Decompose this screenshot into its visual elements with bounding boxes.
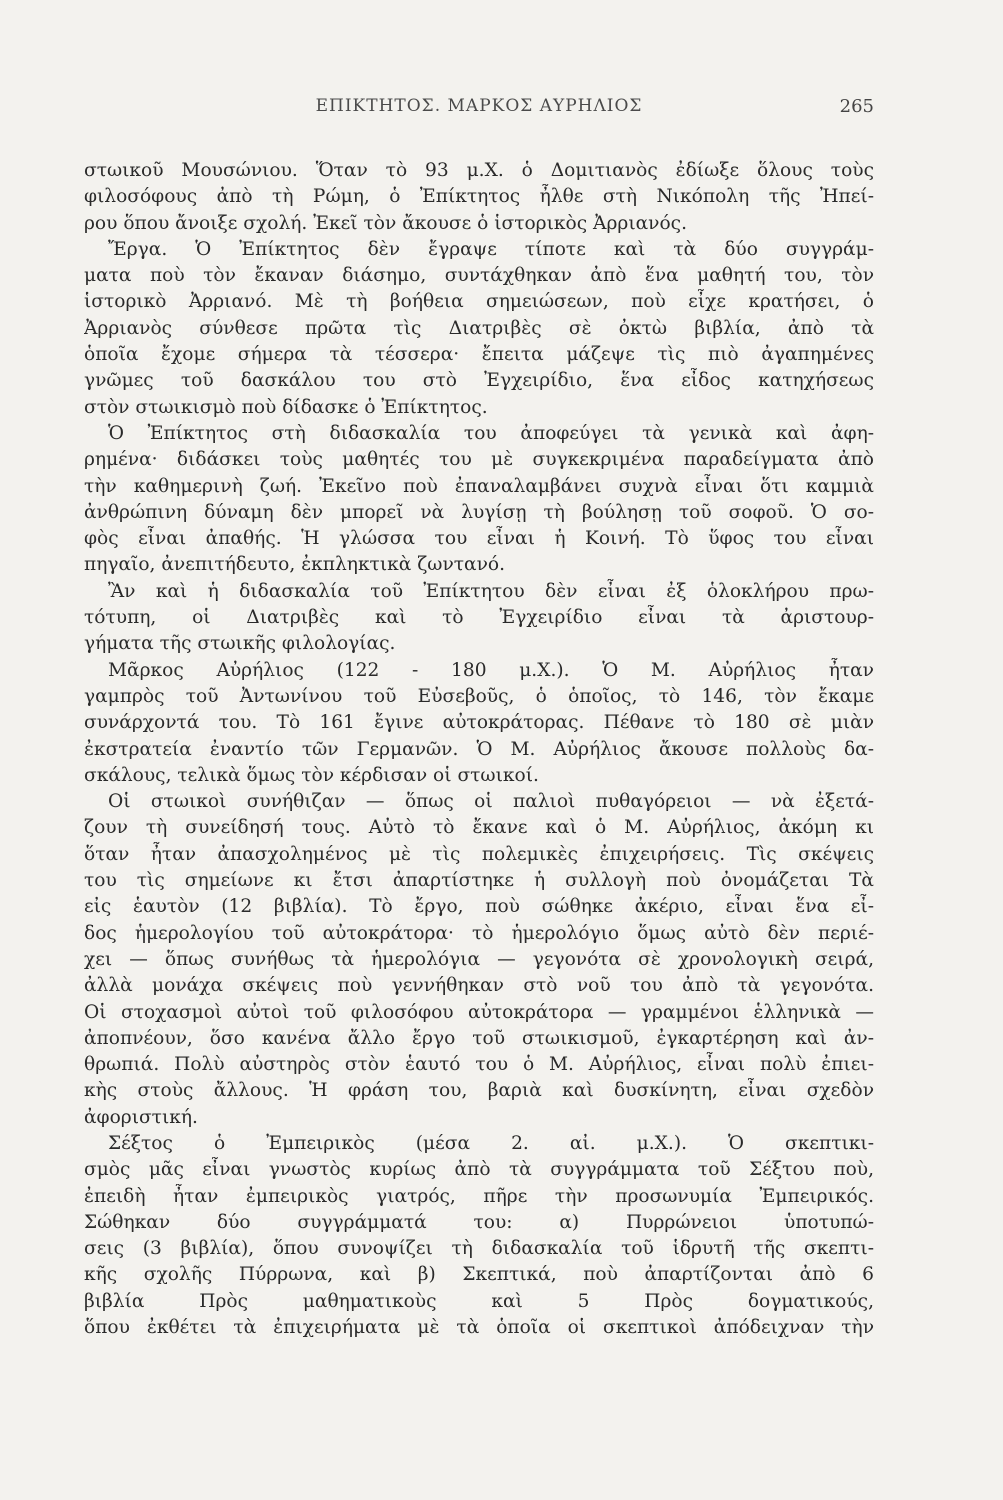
text-line: βιβλία Πρὸς μαθηματικοὺς καὶ 5 Πρὸς δογματικούς, (84, 1290, 874, 1312)
text-line: κῆς σχολῆς Πύρρωνα, καὶ β) Σκεπτικά, ποὺ ἀπαρτίζονται ἀπὸ 6 (84, 1264, 874, 1286)
text-line: σμὸς μᾶς εἶναι γνωστὸς κυρίως ἀπὸ τὰ συγγράμματα τοῦ Σέξτου ποὺ, (84, 1159, 874, 1181)
text-line: ὅταν ἦταν ἀπασχολημένος μὲ τὶς πολεμικὲς ἐπιχειρήσεις. Τὶς σκέψεις (84, 843, 874, 865)
text-line: Μᾶρκος Αὐρήλιος (122 - 180 μ.Χ.). Ὁ Μ. Αὐρήλιος ἦταν (108, 659, 874, 681)
text-line: τότυπη, οἱ Διατριβὲς καὶ τὸ Ἐγχειρίδιο εἶναι τὰ ἀριστουρ- (84, 607, 874, 629)
page-header (84, 96, 874, 126)
text-line: θρωπιά. Πολὺ αὐστηρὸς στὸν ἑαυτό του ὁ Μ. Αὐρήλιος, εἶναι πολὺ ἐπιει- (84, 1054, 874, 1076)
text-line: ρημένα· διδάσκει τοὺς μαθητές του μὲ συγκεκριμένα παραδείγματα ἀπὸ (84, 449, 874, 471)
text-line: Ὁ Ἐπίκτητος στὴ διδασκαλία του ἀποφεύγει τὰ γενικὰ καὶ ἀφη- (108, 422, 874, 444)
text-line: φὸς εἶναι ἀπαθής. Ἡ γλώσσα του εἶναι ἡ Κοινή. Τὸ ὕφος του εἶναι (84, 528, 874, 550)
text-line: κὴς στοὺς ἄλλους. Ἡ φράση του, βαριὰ καὶ δυσκίνητη, εἶναι σχεδὸν (84, 1080, 874, 1102)
text-line: γαμπρὸς τοῦ Ἀντωνίνου τοῦ Εὐσεβοῦς, ὁ ὁποῖος, τὸ 146, τὸν ἔκαμε (84, 685, 874, 707)
text-line: ἀλλὰ μονάχα σκέψεις ποὺ γεννήθηκαν στὸ νοῦ του ἀπὸ τὰ γεγονότα. (84, 975, 874, 997)
text-line: Ἀρριανὸς σύνθεσε πρῶτα τὶς Διατριβὲς σὲ ὀκτὼ βιβλία, ἀπὸ τὰ (84, 317, 874, 339)
text-line: Ἔργα. Ὁ Ἐπίκτητος δὲν ἔγραψε τίποτε καὶ τὰ δύο συγγράμ- (108, 238, 874, 260)
page-number: 265 (839, 96, 874, 117)
text-line: ἀφοριστική. (84, 1106, 198, 1128)
text-line: ὅπου ἐκθέτει τὰ ἐπιχειρήματα μὲ τὰ ὁποῖα οἱ σκεπτικοὶ ἀπόδειχναν τὴν (84, 1317, 874, 1339)
text-line: ρου ὅπου ἄνοιξε σχολή. Ἐκεῖ τὸν ἄκουσε ὁ ἱστορικὸς Ἀρριανός. (84, 212, 687, 234)
text-line: στὸν στωικισμὸ ποὺ δίδασκε ὁ Ἐπίκτητος. (84, 396, 488, 418)
text-line: ὁποῖα ἔχομε σήμερα τὰ τέσσερα· ἔπειτα μάζεψε τὶς πιὸ ἀγαπημένες (84, 344, 874, 366)
text-line: ἐκστρατεία ἐναντίο τῶν Γερμανῶν. Ὁ Μ. Αὐρήλιος ἄκουσε πολλοὺς δα- (84, 738, 874, 760)
text-line: στωικοῦ Μουσώνιου. Ὅταν τὸ 93 μ.Χ. ὁ Δομιτιανὸς ἐδίωξε ὅλους τοὺς (84, 160, 874, 181)
text-line: ζουν τὴ συνείδησή τους. Αὐτὸ τὸ ἔκανε καὶ ὁ Μ. Αὐρήλιος, ἀκόμη κι (84, 817, 874, 839)
text-line: Οἱ στοχασμοὶ αὐτοὶ τοῦ φιλοσόφου αὐτοκράτορα — γραμμένοι ἑλληνικὰ — (84, 1001, 874, 1023)
text-line: Οἱ στωικοὶ συνήθιζαν — ὅπως οἱ παλιοὶ πυθαγόρειοι — νὰ ἐξετά- (108, 791, 874, 813)
text-line: Σέξτος ὁ Ἐμπειρικὸς (μέσα 2. αἰ. μ.Χ.). Ὁ σκεπτικι- (108, 1132, 874, 1154)
text-line: ἀνθρώπινη δύναμη δὲν μπορεῖ νὰ λυγίσῃ τὴ βούλησῃ τοῦ σοφοῦ. Ὁ σο- (84, 501, 874, 523)
text-line: σεις (3 βιβλία), ὅπου συνοψίζει τὴ διδασκαλία τοῦ ἱδρυτῆ τῆς σκεπτι- (84, 1238, 874, 1260)
text-line: ἐπειδὴ ἦταν ἐμπειρικὸς γιατρός, πῆρε τὴν προσωνυμία Ἐμπειρικός. (84, 1185, 874, 1207)
text-line: τὴν καθημερινὴ ζωή. Ἐκεῖνο ποὺ ἐπαναλαμβάνει συχνὰ εἶναι ὅτι καμμιὰ (84, 475, 874, 497)
text-line: ματα ποὺ τὸν ἔκαναν διάσημο, συντάχθηκαν ἀπὸ ἕνα μαθητή του, τὸν (84, 265, 874, 287)
text-line: ἱστορικὸ Ἀρριανό. Μὲ τὴ βοήθεια σημειώσεων, ποὺ εἶχε κρατήσει, ὁ (84, 291, 874, 313)
text-line: Ἂν καὶ ἡ διδασκαλία τοῦ Ἐπίκτητου δὲν εἶναι ἐξ ὁλοκλήρου πρω- (108, 580, 874, 602)
text-line: φιλοσόφους ἀπὸ τὴ Ρώμη, ὁ Ἐπίκτητος ἦλθε στὴ Νικόπολη τῆς Ἠπεί- (84, 186, 874, 208)
text-line: Σώθηκαν δύο συγγράμματά του: α) Πυρρώνειοι ὑποτυπώ- (84, 1211, 874, 1233)
text-line: γνῶμες τοῦ δασκάλου του στὸ Ἐγχειρίδιο, ἕνα εἶδος κατηχήσεως (84, 370, 874, 392)
text-line: εἰς ἑαυτὸν (12 βιβλία). Τὸ ἔργο, ποὺ σώθηκε ἀκέριο, εἶναι ἕνα εἶ- (84, 896, 874, 918)
body-text (84, 158, 874, 1341)
running-head: ΕΠΙΚΤΗΤΟΣ. ΜΑΡΚΟΣ ΑΥΡΗΛΙΟΣ (315, 96, 643, 116)
text-line: γήματα τῆς στωικῆς φιλολογίας. (84, 633, 396, 655)
text-line: πηγαῖο, ἀνεπιτήδευτο, ἐκπληκτικὰ ζωντανό. (84, 554, 506, 576)
text-line: δος ἡμερολογίου τοῦ αὐτοκράτορα· τὸ ἡμερολόγιο ὅμως αὐτὸ δὲν περιέ- (84, 922, 874, 944)
text-line: σκάλους, τελικὰ ὅμως τὸν κέρδισαν οἱ στωικοί. (84, 764, 539, 786)
text-line: ἀποπνέουν, ὅσο κανένα ἄλλο ἔργο τοῦ στωικισμοῦ, ἐγκαρτέρηση καὶ ἀν- (84, 1027, 874, 1049)
text-line: του τὶς σημείωνε κι ἔτσι ἀπαρτίστηκε ἡ συλλογὴ ποὺ ὀνομάζεται Τὰ (84, 870, 874, 892)
text-line: χει — ὅπως συνήθως τὰ ἡμερολόγια — γεγονότα σὲ χρονολογικὴ σειρά, (84, 948, 874, 970)
text-line: συνάρχοντά του. Τὸ 161 ἔγινε αὐτοκράτορας. Πέθανε τὸ 180 σὲ μιὰν (84, 712, 874, 734)
